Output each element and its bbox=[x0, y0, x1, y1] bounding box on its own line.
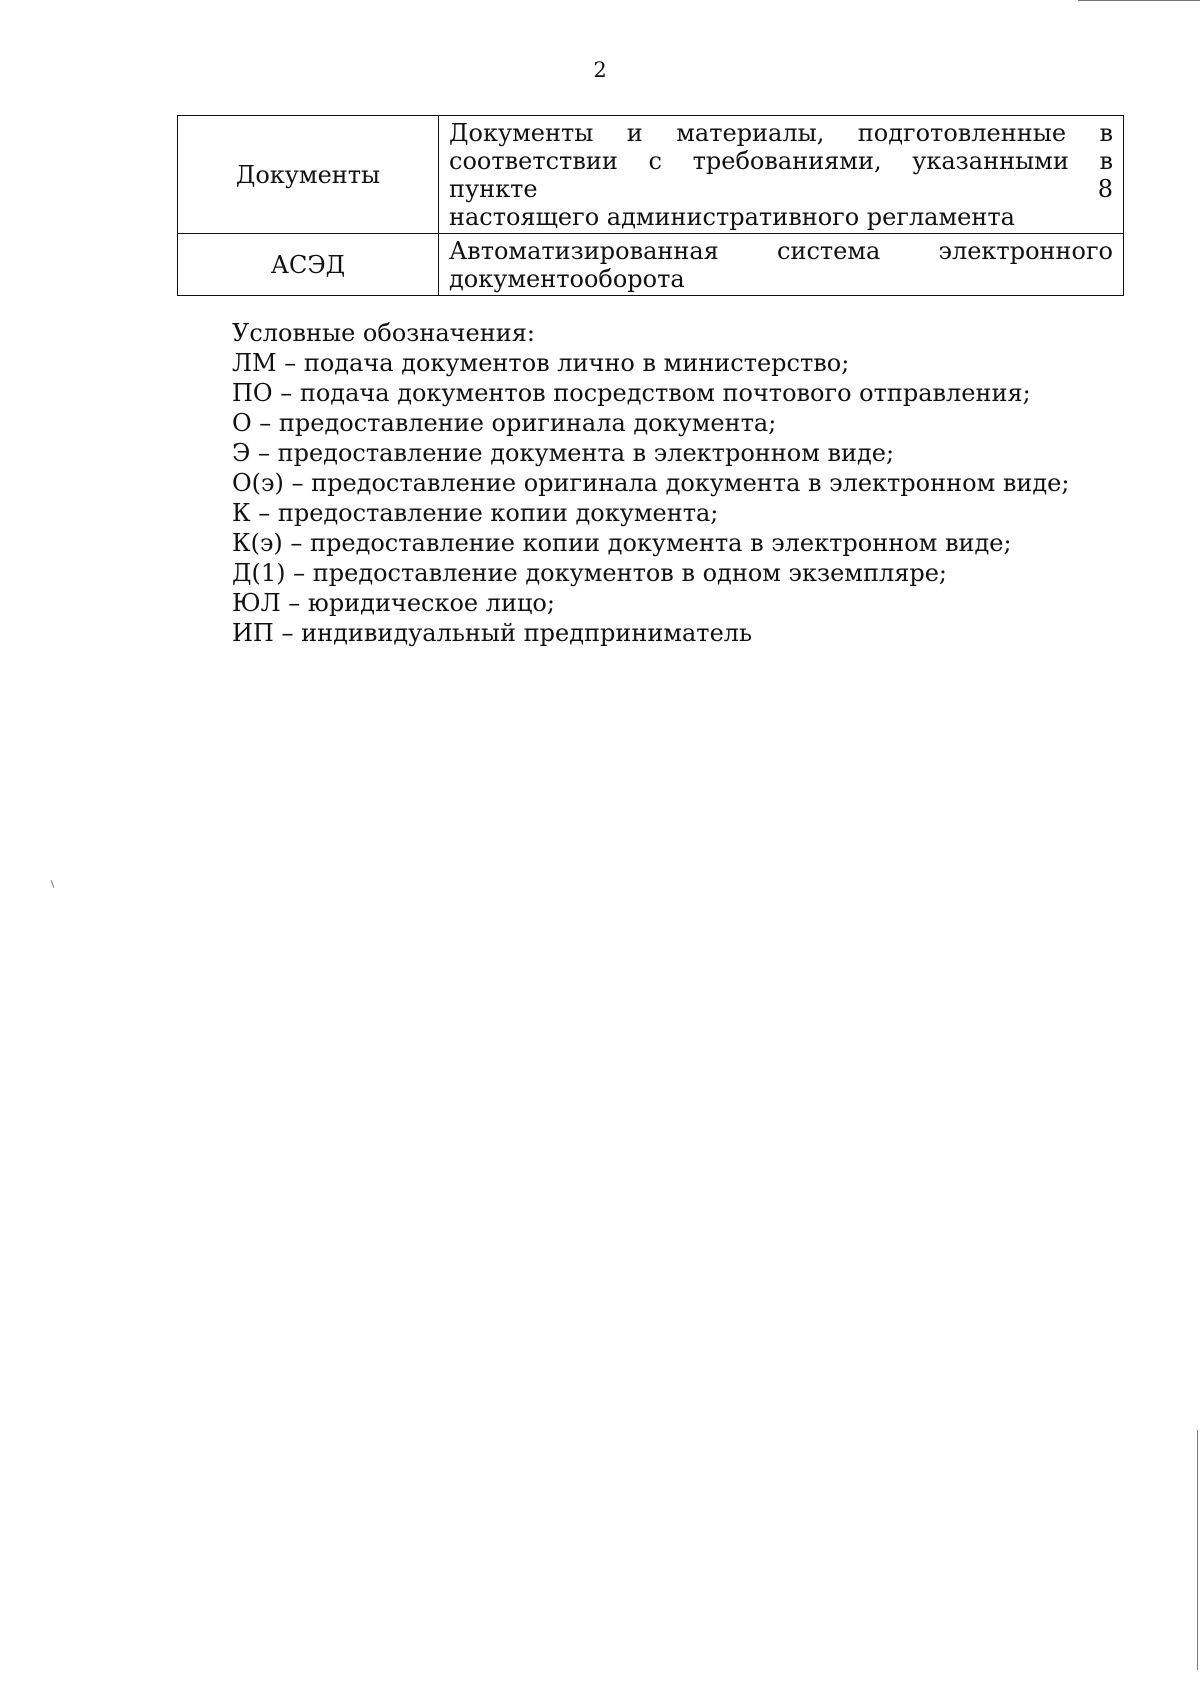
scan-artifact bbox=[1197, 1430, 1198, 1670]
scan-artifact bbox=[51, 880, 55, 888]
definition-line: документооборота bbox=[449, 265, 685, 293]
table-term-cell: АСЭД bbox=[178, 234, 439, 296]
legend-title: Условные обозначения: bbox=[232, 319, 535, 347]
legend-item: ЛМ – подача документов лично в министерство; bbox=[232, 349, 850, 377]
table-row bbox=[178, 116, 1124, 234]
legend-item: О – предоставление оригинала документа; bbox=[232, 409, 777, 437]
definition-line: настоящего административного регламента bbox=[449, 203, 1015, 231]
definitions-table bbox=[177, 115, 1124, 296]
legend-item: К(э) – предоставление копии документа в электронном виде; bbox=[232, 529, 1012, 557]
scan-artifact bbox=[1078, 0, 1200, 1]
definition-line: Автоматизированная система электронного bbox=[449, 237, 1113, 265]
table-definition-cell bbox=[439, 234, 1124, 296]
legend-item: Д(1) – предоставление документов в одном экземпляре; bbox=[232, 559, 947, 587]
definition-line: соответствии с требованиями, указанными в пункте 8 bbox=[449, 147, 1113, 203]
legend-item: ИП – индивидуальный предприниматель bbox=[232, 619, 753, 647]
legend-item: О(э) – предоставление оригинала документа в электронном виде; bbox=[232, 469, 1070, 497]
legend-item: К – предоставление копии документа; bbox=[232, 499, 719, 527]
definition-line: Документы и материалы, подготовленные в bbox=[449, 119, 1113, 147]
legend-block bbox=[232, 318, 1132, 648]
legend-item: ПО – подача документов посредством почтового отправления; bbox=[232, 379, 1031, 407]
table-definition-cell bbox=[439, 116, 1124, 234]
legend-item: ЮЛ – юридическое лицо; bbox=[232, 589, 555, 617]
legend-item: Э – предоставление документа в электронном виде; bbox=[232, 439, 895, 467]
page-number: 2 bbox=[593, 58, 607, 82]
table-term-cell: Документы bbox=[178, 116, 439, 234]
table-row bbox=[178, 234, 1124, 296]
